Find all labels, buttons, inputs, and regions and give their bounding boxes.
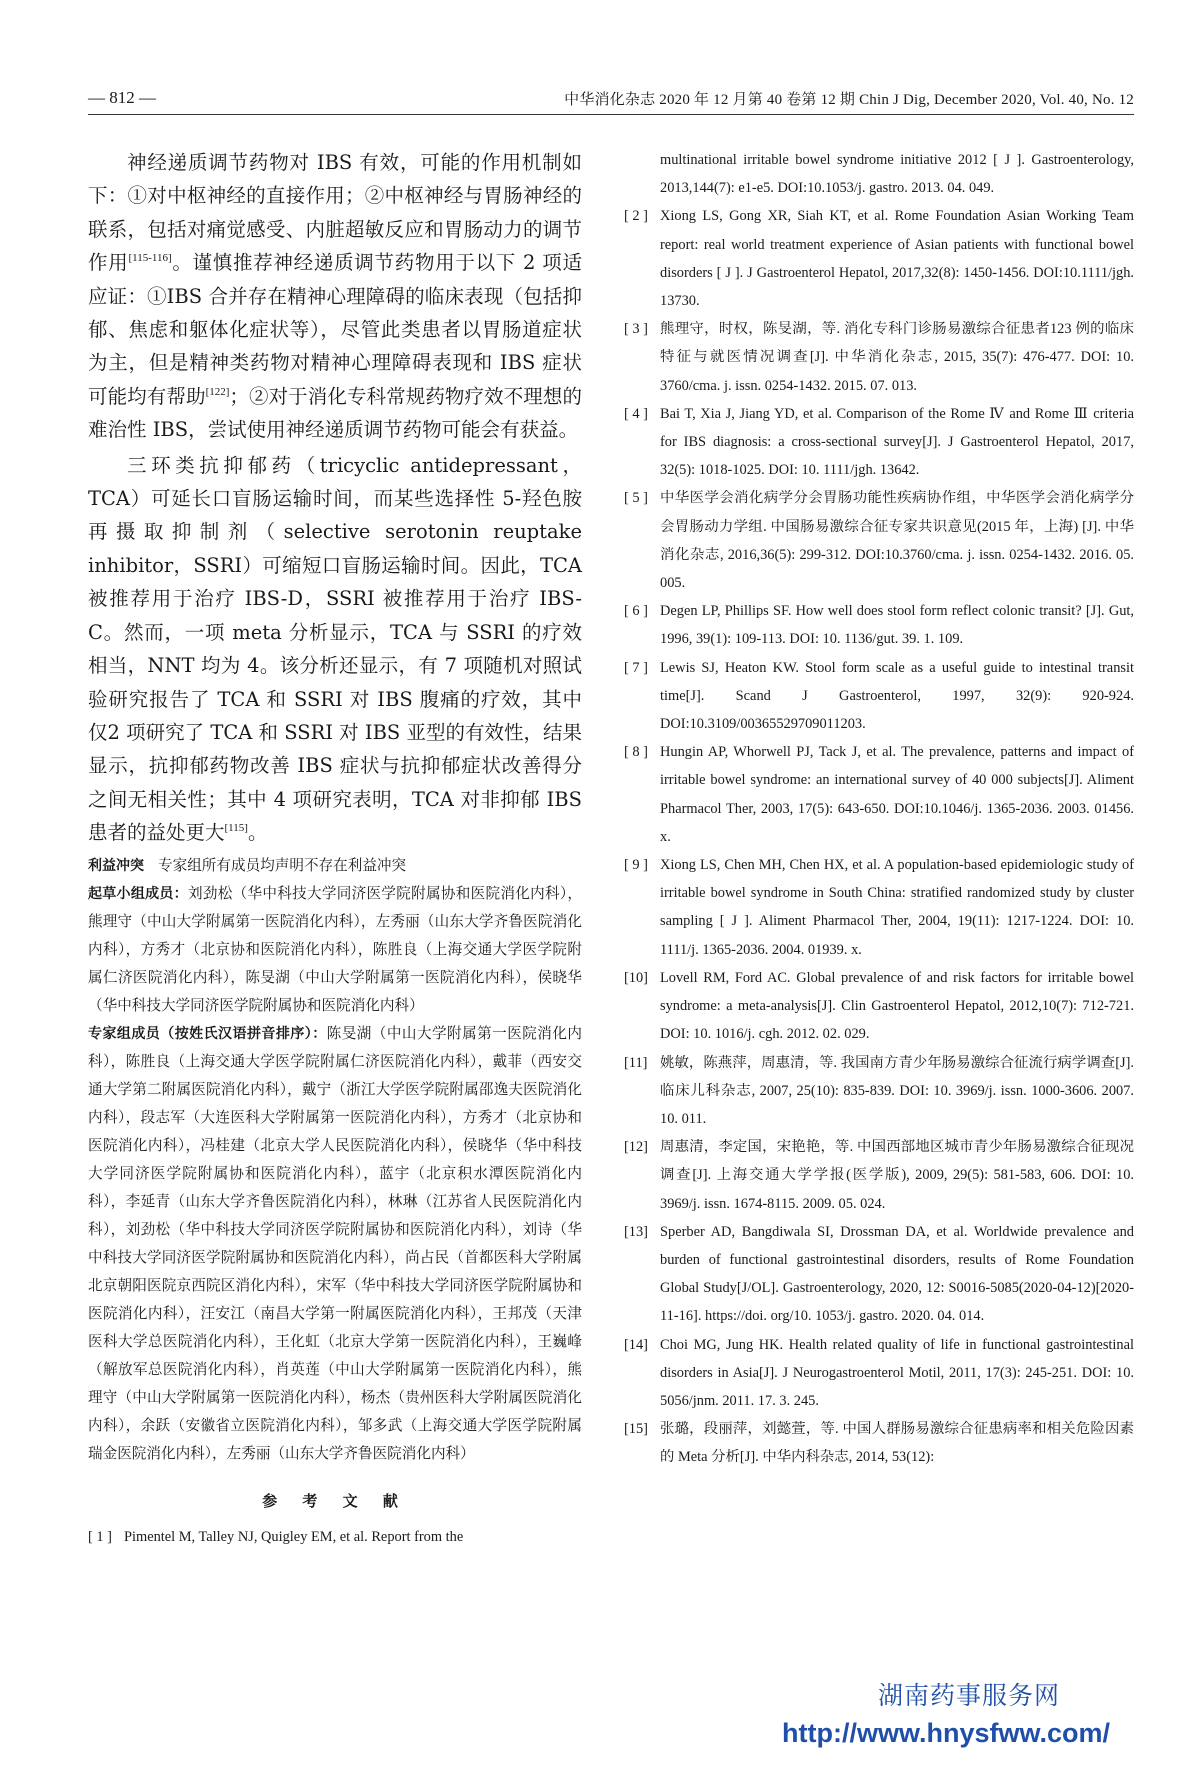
reference-item — [624, 1415, 1134, 1471]
paragraph-text: 。谨慎推荐神经递质调节药物用于以下 2 项适应证：①IBS 合并存在精神心理障碍的临床表现（包括抑郁、焦虑和躯体化症状等），尽管此类患者以胃肠道症状为主，但是精神类药物对精神心理障碍表现和 IBS 症状可能均有帮助 — [88, 251, 582, 408]
reference-number: [ 7 ] — [624, 659, 648, 676]
body-paragraph-1 — [88, 146, 582, 447]
reference-item — [624, 202, 1134, 315]
conflict-of-interest — [88, 852, 582, 880]
reference-text: 中华医学会消化病学分会胃肠功能性疾病协作组，中华医学会消化病学分会胃肠动力学组. 中国肠易激综合征专家共识意见(2015 年，上海) [J]. 中华消化杂志, 2016,36(5): 299-312. DOI:10.3760/cma. j. issn. 0254-1432. 2016. 05. 005. — [660, 490, 1134, 592]
right-column — [624, 146, 1134, 1472]
reference-number: [ 4 ] — [624, 405, 648, 422]
reference-number: [13] — [624, 1223, 648, 1240]
reference-list — [624, 202, 1134, 1471]
reference-number: [11] — [624, 1054, 648, 1071]
reference-text: Choi MG, Jung HK. Health related quality of life in functional gastrointestinal disorders in Asia[J]. J Neurogastroenterol Motil, 2011, 17(3): 245-251. DOI: 10. 5056/jnm. 2011. 17. 3. 245. — [660, 1336, 1134, 1409]
reference-text: Lewis SJ, Heaton KW. Stool form scale as a useful guide to intestinal transit time[J]. Scand J Gastroenterol, 1997, 32(9): 920-924. DOI:10.3109/00365529709011203. — [660, 659, 1134, 733]
experts-text: 陈旻湖（中山大学附属第一医院消化内科），陈胜良（上海交通大学医学院附属仁济医院消化内科），戴菲（西安交通大学第二附属医院消化内科），戴宁（浙江大学医学院附属邵逸夫医院消化内科），段志军（大连医科大学附属第一医院消化内科），方秀才（北京协和医院消化内科），冯桂建（北京大学人民医院消化内科），侯晓华（华中科技大学同济医学院附属协和医院消化内科），蓝宇（北京积水潭医院消化内科），李延青（山东大学齐鲁医院消化内科），林琳（江苏省人民医院消化内科），刘劲松（华中科技大学同济医学院附属协和医院消化内科），刘诗（华中科技大学同济医学院附属协和医院消化内科），尚占民（首都医科大学附属北京朝阳医院京西院区消化内科），宋军（华中科技大学同济医学院附属协和医院消化内科），汪安江（南昌大学第一附属医院消化内科），王邦茂（天津医科大学总医院消化内科），王化虹（北京大学第一医院消化内科），王巍峰（解放军总医院消化内科），肖英莲（中山大学附属第一医院消化内科），熊理守（中山大学附属第一医院消化内科），杨杰（贵州医科大学附属医院消化内科），余跃（安徽省立医院消化内科），邹多武（上海交通大学医学院附属瑞金医院消化内科），左秀丽（山东大学齐鲁医院消化内科） — [88, 1024, 582, 1462]
paragraph-text: 三环类抗抑郁药（tricyclic antidepressant，TCA）可延长口盲肠运输时间，而某些选择性 5-羟色胺再摄取抑制剂（selective serotonin reuptake inhibitor，SSRI）可缩短口盲肠运输时间。因此，TCA 被推荐用于治疗 IBS-D，SSRI 被推荐用于治疗 IBS-C。然而，一项 meta 分析显示，TCA 与 SSRI 的疗效相当，NNT 均为 4。该分析还显示，有 7 项随机对照试验研究报告了 TCA 和 SSRI 对 IBS 腹痛的疗效，其中仅2 项研究了 TCA 和 SSRI 对 IBS 亚型的有效性，结果显示，抗抑郁药物改善 IBS 症状与抗抑郁症状改善得分之间无相关性；其中 4 项研究表明，TCA 对非抑郁 IBS 患者的益处更大 — [88, 453, 582, 845]
watermark-site-name: 湖南药事服务网 — [877, 1681, 1060, 1710]
reference-item — [624, 1133, 1134, 1218]
reference-number: [ 1 ] — [88, 1528, 112, 1545]
drafting-group — [88, 880, 582, 1020]
reference-text: Sperber AD, Bangdiwala SI, Drossman DA, et al. Worldwide prevalence and burden of functional gastrointestinal disorders, results of Rome Foundation Global Study[J/OL]. Gastroenterology, 2020, 12: S0016-5085(2020-04-12)[2020-11-16]. https://doi. org/10. 1053/j. gastro. 2020. 04. 014. — [660, 1223, 1134, 1325]
reference-text: 熊理守，时权，陈旻湖，等. 消化专科门诊肠易激综合征患者123 例的临床特征与就医情况调查[J]. 中华消化杂志, 2015, 35(7): 476-477. DOI: 10. 3760/cma. j. issn. 0254-1432. 2015. 07. 013. — [660, 321, 1134, 394]
reference-number: [ 6 ] — [624, 603, 648, 620]
reference-number: [12] — [624, 1139, 648, 1156]
reference-item — [624, 400, 1134, 485]
reference-text: Degen LP, Phillips SF. How well does stool form reflect colonic transit? [J]. Gut, 1996, 39(1): 109-113. DOI: 10. 1136/gut. 39. 1. 109. — [660, 603, 1134, 648]
left-column — [88, 146, 582, 1551]
page-number: — 812 — — [88, 88, 156, 107]
experts-label: 专家组成员（按姓氏汉语拼音排序）： — [88, 1025, 327, 1042]
reference-item — [624, 1049, 1134, 1134]
reference-text: Lovell RM, Ford AC. Global prevalence of and risk factors for irritable bowel syndrome: a meta-analysis[J]. Clin Gastroenterol Hepatol, 2012,10(7): 712-721. DOI: 10. 1016/j. cgh. 2012. 02. 029. — [660, 969, 1134, 1043]
reference-item — [624, 654, 1134, 739]
journal-citation-header: 中华消化杂志 2020 年 12 月第 40 卷第 12 期 Chin J Dig, December 2020, Vol. 40, No. 12 — [564, 92, 1134, 108]
reference-number: [15] — [624, 1421, 648, 1438]
reference-number: [ 8 ] — [624, 744, 648, 761]
reference-item — [624, 738, 1134, 851]
page-header — [88, 86, 1134, 114]
reference-item — [624, 1331, 1134, 1416]
reference-item-continued — [624, 146, 1134, 202]
reference-item — [624, 851, 1134, 964]
reference-text: Hungin AP, Whorwell PJ, Tack J, et al. The prevalence, patterns and impact of irritable bowel syndrome: an international survey of 40 000 subjects[J]. Aliment Pharmacol Ther, 2003, 17(5): 643-650. DOI:10.1046/j. 1365-2036. 2003. 01456. x. — [660, 744, 1134, 845]
reference-item — [624, 597, 1134, 653]
reference-text: Bai T, Xia J, Jiang YD, et al. Comparison of the Rome Ⅳ and Rome Ⅲ criteria for IBS diagnosis: a cross-sectional survey[J]. J Gastroenterol Hepatol, 2017, 32(5): 1018-1025. DOI: 10. 1111/jgh. 13642. — [660, 405, 1134, 479]
reference-item — [624, 484, 1134, 597]
reference-number: [10] — [624, 969, 648, 986]
drafting-text: 刘劲松（华中科技大学同济医学院附属协和医院消化内科），熊理守（中山大学附属第一医院消化内科），左秀丽（山东大学齐鲁医院消化内科），方秀才（北京协和医院消化内科），陈胜良（上海交通大学医学院附属仁济医院消化内科），陈旻湖（中山大学附属第一医院消化内科），侯晓华（华中科技大学同济医学院附属协和医院消化内科） — [88, 884, 583, 1014]
reference-text: Xiong LS, Chen MH, Chen HX, et al. A population-based epidemiologic study of irritable bowel syndrome in South China: stratified randomized study by cluster sampling [ J ]. Aliment Pharmacol Ther, 2004, 19(11): 1217-1224. DOI: 10. 1111/j. 1365-2036. 2004. 01939. x. — [660, 857, 1134, 958]
expert-group — [88, 1020, 582, 1468]
reference-item — [88, 1523, 582, 1551]
reference-item — [624, 315, 1134, 400]
citation-link[interactable]: [115] — [224, 822, 248, 835]
reference-number: [ 3 ] — [624, 321, 648, 338]
header-rule — [88, 114, 1134, 115]
body-paragraph-2 — [88, 449, 582, 850]
drafting-label: 起草小组成员： — [88, 885, 188, 902]
watermark-url-link[interactable]: http://www.hnysfww.com/ — [782, 1718, 1110, 1748]
citation-link[interactable]: [122] — [205, 385, 230, 398]
conflict-text: 专家组所有成员均声明不存在利益冲突 — [158, 856, 407, 874]
paragraph-text: 。 — [247, 821, 268, 845]
reference-text: 姚敏，陈燕萍，周惠清，等. 我国南方青少年肠易激综合征流行病学调查[J]. 临床儿科杂志, 2007, 25(10): 835-839. DOI: 10. 3969/j. issn. 1000-3606. 2007. 10. 011. — [660, 1054, 1134, 1127]
references-heading: 参 考 文 献 — [262, 1491, 408, 1510]
reference-text: 周惠清，李定国，宋艳艳，等. 中国西部地区城市青少年肠易激综合征现况调查[J]. 上海交通大学学报(医学版), 2009, 29(5): 581-583, 606. DOI: 10. 3969/j. issn. 1674-8115. 2009. 05. 024. — [660, 1139, 1134, 1212]
paragraph-text: ；②对于消化专科常规药物疗效不理想的难治性 IBS，尝试使用神经递质调节药物可能会有获益。 — [88, 384, 582, 442]
reference-number: [ 9 ] — [624, 857, 648, 874]
reference-number: [ 2 ] — [624, 208, 648, 225]
reference-item — [624, 1218, 1134, 1331]
reference-text: 张璐，段丽萍，刘懿萱，等. 中国人群肠易激综合征患病率和相关危险因素的 Meta 分析[J]. 中华内科杂志, 2014, 53(12): — [660, 1421, 1134, 1466]
reference-text: multinational irritable bowel syndrome initiative 2012 [ J ]. Gastroenterology, 2013,144(7): e1-e5. DOI:10.1053/j. gastro. 2013. 04. 049. — [660, 152, 1134, 197]
reference-number: [14] — [624, 1336, 648, 1353]
reference-item — [624, 964, 1134, 1049]
reference-text: Xiong LS, Gong XR, Siah KT, et al. Rome Foundation Asian Working Team report: real world treatment experience of Asian patients with functional bowel disorders [ J ]. J Gastroenterol Hepatol, 2017,32(8): 1450-1456. DOI:10.1111/jgh. 13730. — [660, 208, 1134, 310]
paragraph-text: 神经递质调节药物对 IBS 有效，可能的作用机制如下：①对中枢神经的直接作用；②中枢神经与胃肠神经的联系，包括对痛觉感受、内脏超敏反应和胃肠动力的调节作用 — [88, 151, 582, 275]
citation-link[interactable]: [115-116] — [128, 252, 172, 265]
reference-text: Pimentel M, Talley NJ, Quigley EM, et al. Report from the — [124, 1528, 464, 1545]
reference-number: [ 5 ] — [624, 490, 648, 507]
conflict-label: 利益冲突 — [88, 857, 144, 874]
